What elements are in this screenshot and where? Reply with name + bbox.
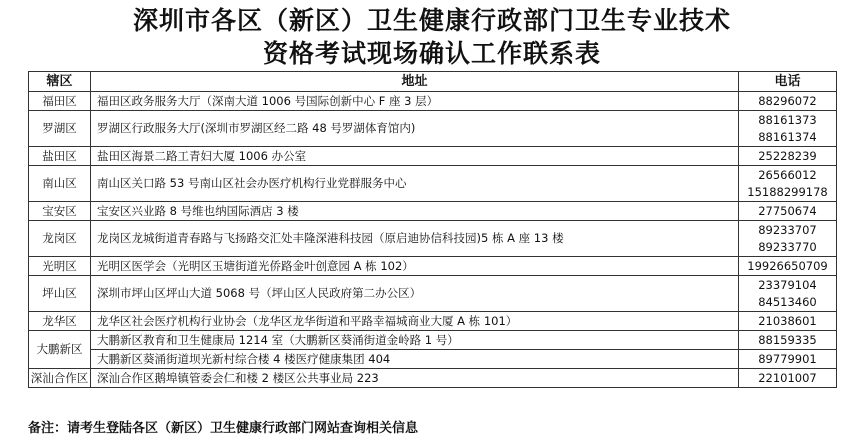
phone-number: 88159335 (758, 332, 817, 347)
table-row (29, 312, 837, 331)
district-cell: 龙华区 (29, 312, 91, 331)
phone-number: 89233770 (758, 239, 817, 254)
district-cell: 南山区 (29, 166, 91, 202)
document-title-line-1: 深圳市各区（新区）卫生健康行政部门卫生专业技术 (132, 6, 731, 35)
address-cell: 宝安区兴业路 8 号维也纳国际酒店 3 楼 (91, 202, 739, 221)
footnote: 备注：请考生登陆各区（新区）卫生健康行政部门网站查询相关信息 (28, 421, 419, 436)
phone-cell (739, 331, 837, 350)
phone-cell (739, 350, 837, 369)
table-row (29, 276, 837, 312)
address-cell: 龙华区社会医疗机构行业协会（龙华区龙华街道和平路幸福城商业大厦 A 栋 101） (91, 312, 739, 331)
table-row (29, 166, 837, 202)
phone-cell (739, 92, 837, 111)
phone-number: 27750674 (758, 203, 817, 218)
phone-cell (739, 312, 837, 331)
phone-number: 88161374 (758, 129, 817, 144)
address-cell: 大鹏新区教育和卫生健康局 1214 室（大鹏新区葵涌街道金岭路 1 号） (91, 331, 739, 350)
address-cell: 南山区关口路 53 号南山区社会办医疗机构行业党群服务中心 (91, 166, 739, 202)
table-row (29, 221, 837, 257)
address-cell: 深汕合作区鹅埠镇管委会仁和楼 2 楼区公共事业局 223 (91, 369, 739, 388)
address-cell: 福田区政务服务大厅（深南大道 1006 号国际创新中心 F 座 3 层） (91, 92, 739, 111)
phone-number: 88161373 (758, 112, 817, 127)
table-body (29, 92, 837, 388)
phone-cell (739, 369, 837, 388)
phone-number: 89233707 (758, 222, 817, 237)
district-cell: 盐田区 (29, 147, 91, 166)
address-cell: 罗湖区行政服务大厅(深圳市罗湖区经二路 48 号罗湖体育馆内) (91, 111, 739, 147)
table-row (29, 369, 837, 388)
table-header-row (29, 72, 837, 92)
phone-number: 89779901 (758, 351, 817, 366)
address-cell: 龙岗区龙城街道青春路与飞扬路交汇处丰隆深港科技园（原启迪协信科技园)5 栋 A 座 13 楼 (91, 221, 739, 257)
district-cell: 大鹏新区 (29, 331, 91, 369)
phone-cell (739, 147, 837, 166)
phone-cell (739, 111, 837, 147)
phone-number: 22101007 (758, 370, 817, 385)
address-cell: 盐田区海景二路工青妇大厦 1006 办公室 (91, 147, 739, 166)
table-row (29, 147, 837, 166)
district-cell: 深汕合作区 (29, 369, 91, 388)
table-row (29, 257, 837, 276)
district-cell: 龙岗区 (29, 221, 91, 257)
header-address: 地址 (91, 72, 739, 92)
phone-cell (739, 166, 837, 202)
table-row (29, 350, 837, 369)
phone-number: 23379104 (758, 277, 817, 292)
table-row (29, 92, 837, 111)
header-district: 辖区 (29, 72, 91, 92)
phone-number: 88296072 (758, 93, 817, 108)
header-phone: 电话 (739, 72, 837, 92)
district-cell: 罗湖区 (29, 111, 91, 147)
table-row (29, 111, 837, 147)
phone-number: 15188299178 (747, 184, 828, 199)
phone-number: 19926650709 (747, 258, 828, 273)
district-cell: 宝安区 (29, 202, 91, 221)
phone-number: 84513460 (758, 294, 817, 309)
district-cell: 坪山区 (29, 276, 91, 312)
phone-number: 21038601 (758, 313, 817, 328)
phone-number: 25228239 (758, 148, 817, 163)
phone-cell (739, 202, 837, 221)
phone-cell (739, 276, 837, 312)
contact-table (28, 71, 837, 388)
document-title-line-2: 资格考试现场确认工作联系表 (262, 39, 601, 68)
district-cell: 福田区 (29, 92, 91, 111)
phone-number: 26566012 (758, 167, 817, 182)
phone-cell (739, 221, 837, 257)
address-cell: 深圳市坪山区坪山大道 5068 号（坪山区人民政府第二办公区） (91, 276, 739, 312)
address-cell: 大鹏新区葵涌街道坝光新村综合楼 4 楼医疗健康集团 404 (91, 350, 739, 369)
phone-cell (739, 257, 837, 276)
table-row (29, 202, 837, 221)
table-row (29, 331, 837, 350)
address-cell: 光明区医学会（光明区玉塘街道光侨路金叶创意园 A 栋 102） (91, 257, 739, 276)
district-cell: 光明区 (29, 257, 91, 276)
